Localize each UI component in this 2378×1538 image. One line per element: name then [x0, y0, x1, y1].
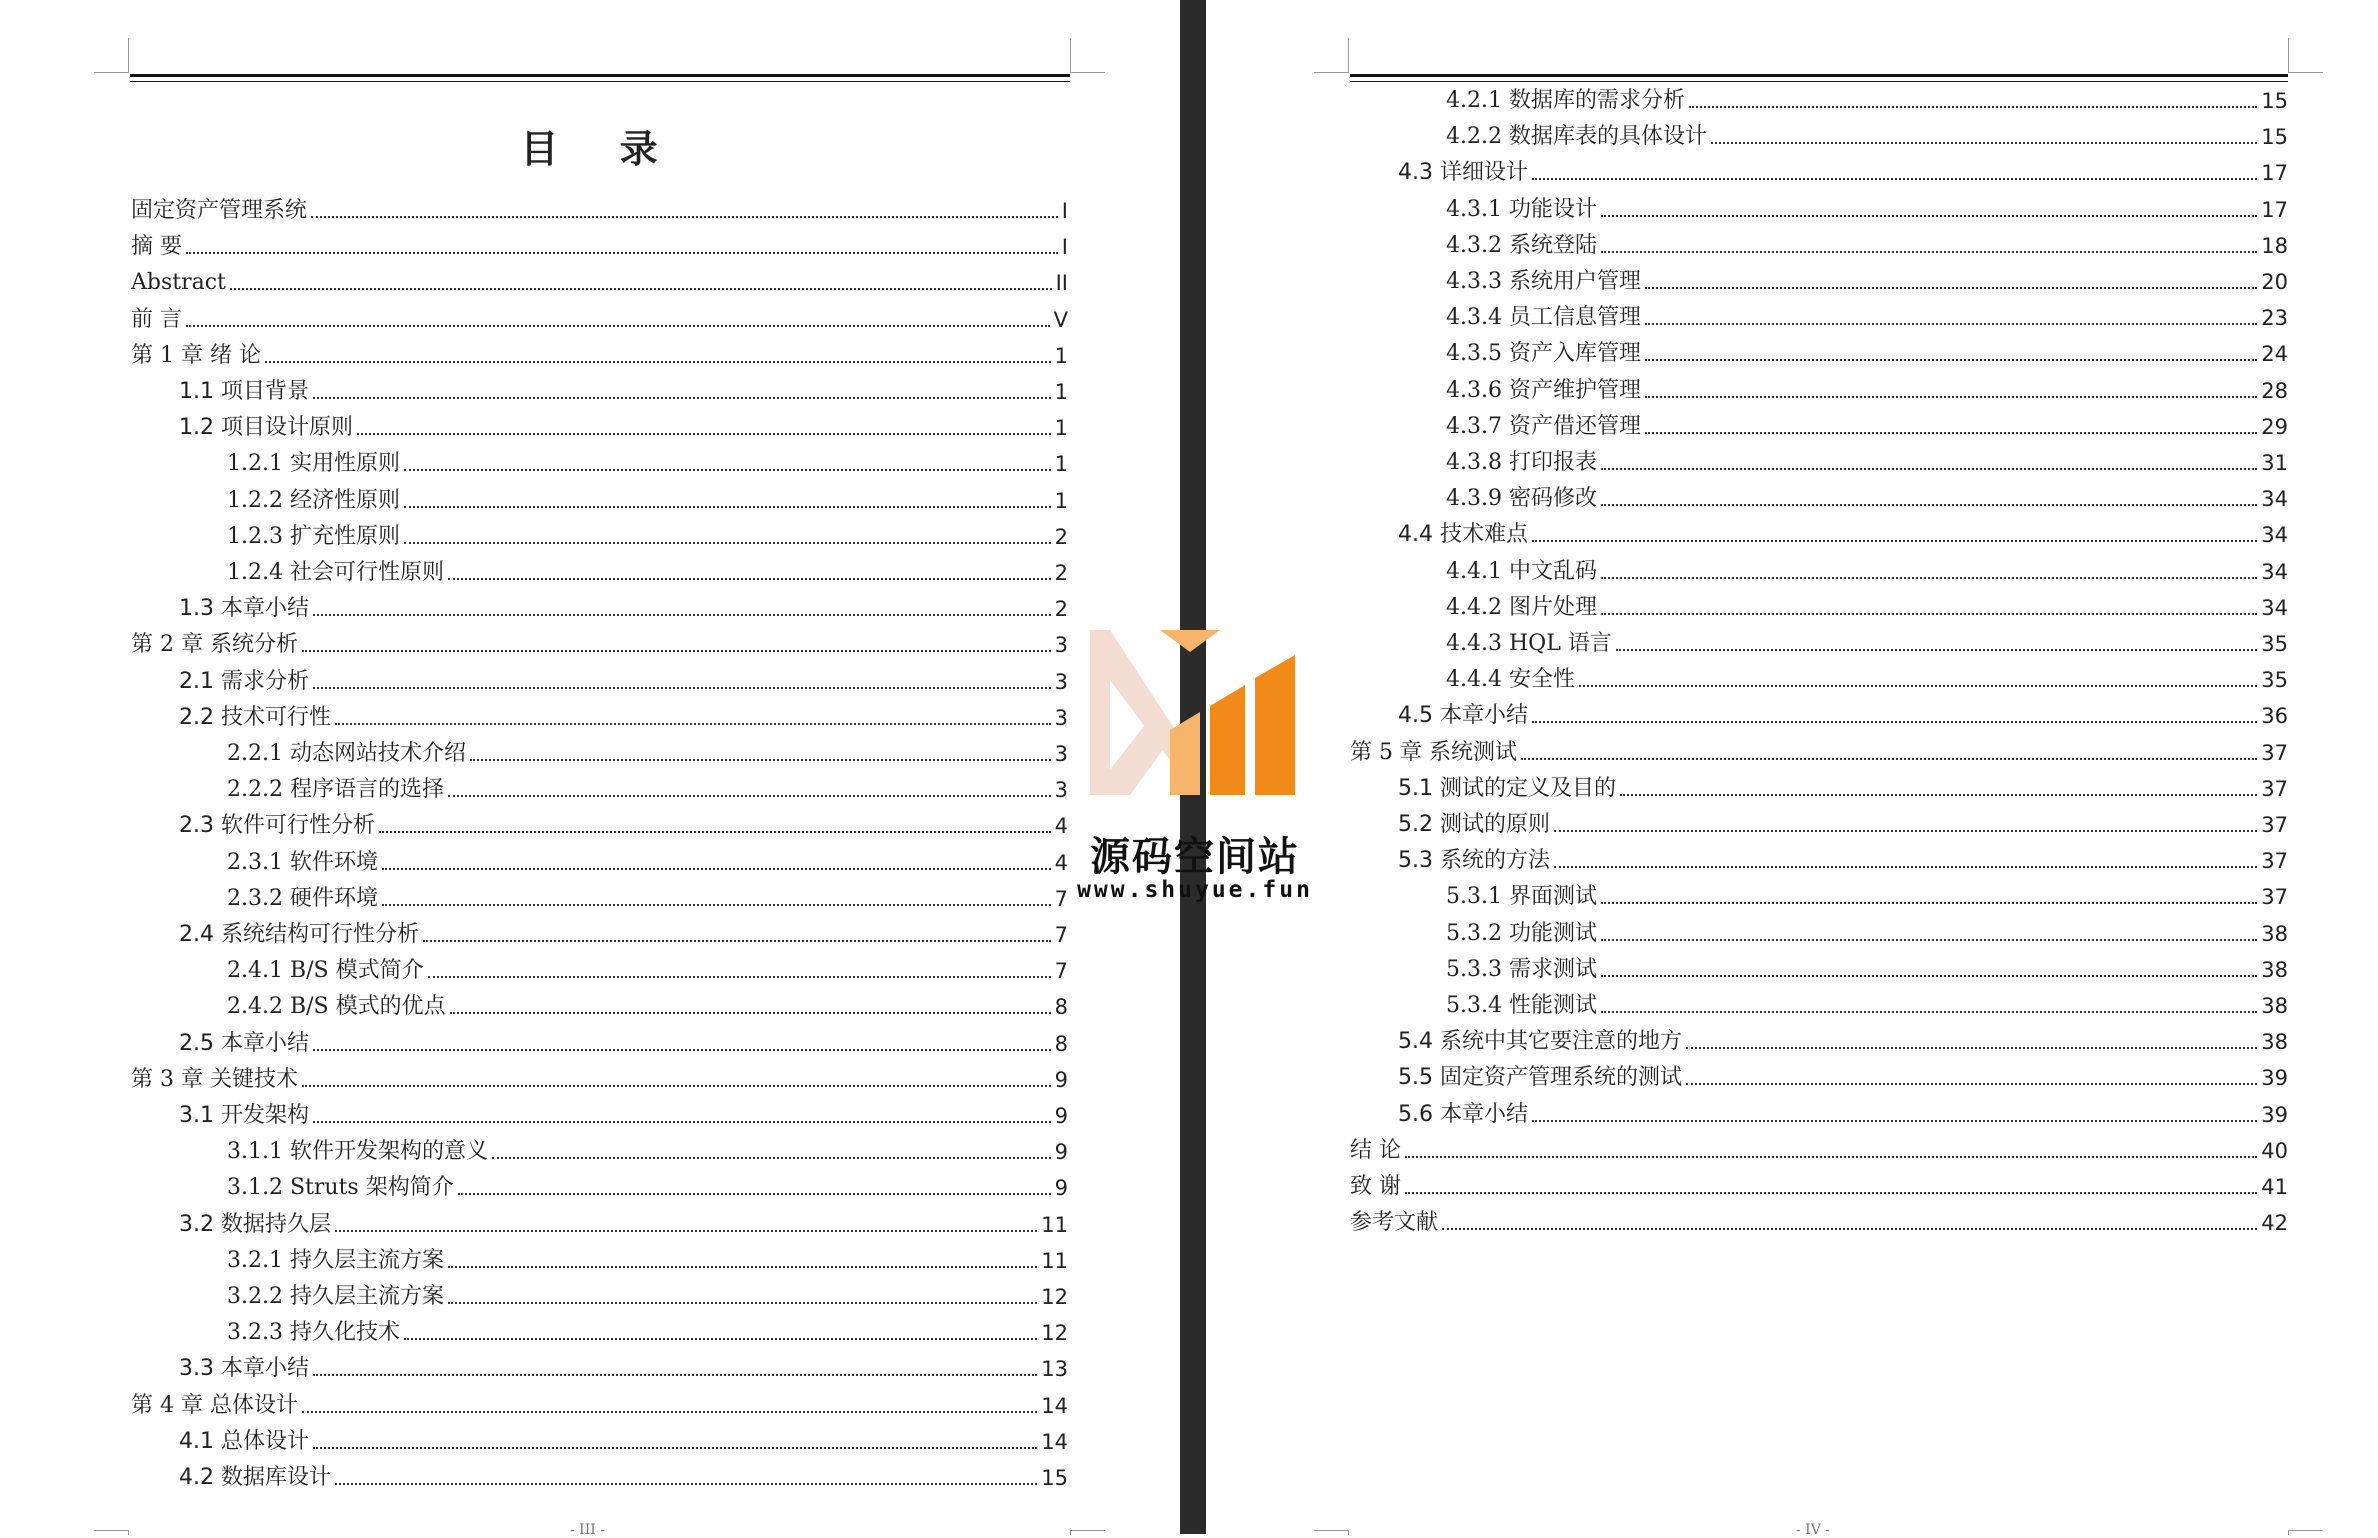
- dot-leader: [428, 976, 1051, 978]
- toc-entry-label: 4.3.7 资产借还管理: [1446, 413, 1641, 439]
- toc-entry-page: 39: [2261, 1066, 2288, 1091]
- toc-entry[interactable]: [1398, 701, 2288, 731]
- toc-entry-label: 3.2.2 持久层主流方案: [227, 1284, 444, 1309]
- toc-entry-page: 11: [1041, 1212, 1068, 1237]
- dot-leader: [265, 361, 1051, 363]
- toc-entry-page: 9: [1054, 1176, 1068, 1201]
- toc-entry-label: 2.4 系统结构可行性分析: [179, 922, 419, 947]
- toc-entry-page: 35: [2261, 668, 2288, 693]
- toc-entry-label: 参考文献: [1350, 1210, 1439, 1236]
- toc-entry-page: 29: [2261, 414, 2288, 439]
- toc-entry-page: 20: [2261, 270, 2288, 294]
- toc-entry-page: 3: [1054, 669, 1068, 694]
- dot-leader: [1601, 468, 2257, 470]
- toc-entry[interactable]: [1398, 1100, 2288, 1130]
- toc-entry[interactable]: [179, 1029, 1068, 1059]
- dot-leader: [1554, 830, 2257, 832]
- header-rule: [1350, 74, 2288, 82]
- dot-leader: [357, 433, 1051, 435]
- toc-entry[interactable]: [179, 920, 1068, 950]
- toc-entry[interactable]: [1446, 665, 2288, 695]
- toc-entry[interactable]: [131, 268, 1068, 298]
- toc-entry-page: I: [1061, 235, 1068, 260]
- toc-entry-label: 2.2.2 程序语言的选择: [227, 777, 444, 803]
- toc-entry[interactable]: [227, 848, 1068, 878]
- toc-entry-label: 5.5 固定资产管理系统的测试: [1398, 1065, 1682, 1091]
- toc-entry-page: 23: [2261, 306, 2288, 331]
- toc-entry-label: 4.2.2 数据库表的具体设计: [1446, 124, 1707, 150]
- dot-leader: [1532, 178, 2257, 180]
- toc-entry-label: 3.1 开发架构: [179, 1103, 309, 1128]
- toc-entry[interactable]: [179, 594, 1068, 624]
- dot-leader: [1645, 396, 2257, 398]
- toc-entry[interactable]: [1398, 1027, 2288, 1057]
- toc-entry[interactable]: [1446, 448, 2288, 478]
- dot-leader: [335, 1483, 1037, 1485]
- toc-entry-label: 1.2.3 扩充性原则: [227, 523, 400, 549]
- toc-entry-page: 1: [1054, 488, 1068, 513]
- toc-entry-page: 34: [2261, 559, 2288, 584]
- toc-entry-page: 37: [2261, 813, 2288, 837]
- toc-entry-label: 第 5 章 系统测试: [1350, 739, 1517, 765]
- toc-entry-page: 36: [2261, 704, 2288, 729]
- watermark-url: www.shuyue.fun: [1077, 877, 1313, 903]
- dot-leader: [448, 1266, 1037, 1268]
- dot-leader: [1711, 142, 2257, 144]
- dot-leader: [313, 1049, 1051, 1051]
- crop-mark: [1314, 38, 1349, 73]
- toc-entry[interactable]: [1446, 484, 2288, 514]
- toc-entry-page: 2: [1054, 597, 1068, 622]
- toc-entry-label: 1.2.1 实用性原则: [227, 451, 400, 477]
- toc-entry[interactable]: [227, 1318, 1068, 1348]
- dot-leader: [1601, 215, 2257, 217]
- dot-leader: [1405, 1156, 2257, 1158]
- toc-entry[interactable]: [1446, 376, 2288, 406]
- toc-entry-page: 13: [1041, 1357, 1068, 1382]
- toc-entry-page: 1: [1054, 380, 1068, 404]
- dot-leader: [458, 1193, 1051, 1195]
- toc-entry-label: 4.3.4 员工信息管理: [1446, 305, 1641, 331]
- toc-entry[interactable]: [179, 413, 1068, 443]
- toc-entry[interactable]: [1398, 810, 2288, 840]
- dot-leader: [1532, 1120, 2257, 1122]
- toc-entry-label: 5.6 本章小结: [1398, 1101, 1528, 1127]
- toc-entry-page: 1: [1054, 343, 1068, 368]
- toc-entry[interactable]: [227, 1282, 1068, 1312]
- toc-title-char: 录: [619, 127, 660, 171]
- toc-entry-label: 前 言: [131, 306, 182, 332]
- dot-leader: [470, 759, 1051, 761]
- toc-entry-page: 7: [1054, 959, 1068, 984]
- toc-entry-label: 5.3.2 功能测试: [1446, 920, 1597, 946]
- toc-entry-page: 42: [2261, 1211, 2288, 1236]
- toc-entry-page: 2: [1054, 561, 1068, 585]
- dot-leader: [186, 252, 1058, 254]
- toc-entry-label: 3.3 本章小结: [179, 1356, 309, 1382]
- dot-leader: [1601, 577, 2257, 579]
- toc-entry[interactable]: [1446, 557, 2288, 587]
- toc-entry-label: 5.4 系统中其它要注意的地方: [1398, 1029, 1682, 1055]
- toc-entry[interactable]: [131, 232, 1068, 262]
- toc-entry-label: 4.3.8 打印报表: [1446, 450, 1597, 475]
- dot-leader: [1645, 432, 2257, 434]
- dot-leader: [1601, 504, 2257, 506]
- dot-leader: [313, 614, 1051, 616]
- dot-leader: [1554, 866, 2257, 868]
- dot-leader: [313, 1121, 1051, 1123]
- toc-entry[interactable]: [1446, 919, 2288, 949]
- toc-entry[interactable]: [227, 1246, 1068, 1276]
- toc-entry-page: 15: [1041, 1466, 1068, 1490]
- toc-entry-page: 38: [2261, 957, 2288, 982]
- toc-entry-page: 4: [1054, 850, 1068, 875]
- dot-leader: [313, 397, 1051, 399]
- crop-mark: [2288, 38, 2323, 73]
- toc-entry-page: II: [1055, 271, 1068, 296]
- toc-entry-page: 18: [2261, 233, 2288, 258]
- toc-entry[interactable]: [227, 1173, 1068, 1203]
- dot-leader: [1645, 287, 2257, 289]
- toc-entry[interactable]: [131, 1065, 1068, 1095]
- logo-mark-icon: [1075, 620, 1315, 820]
- dot-leader: [335, 1230, 1037, 1232]
- toc-title: [0, 118, 1180, 173]
- toc-entry-label: 4.5 本章小结: [1398, 703, 1528, 729]
- dot-leader: [423, 940, 1051, 942]
- toc-entry-page: 34: [2261, 595, 2288, 620]
- dot-leader: [1601, 902, 2257, 904]
- dot-leader: [1601, 975, 2257, 977]
- toc-entry-label: 第 4 章 总体设计: [131, 1392, 298, 1418]
- toc-entry-label: 4.2 数据库设计: [179, 1465, 331, 1490]
- dot-leader: [1645, 359, 2257, 361]
- toc-entry-label: Abstract: [131, 270, 226, 296]
- toc-entry-label: 2.3.1 软件环境: [227, 849, 378, 875]
- toc-entry-label: 1.2 项目设计原则: [179, 415, 353, 441]
- toc-entry[interactable]: [1446, 231, 2288, 261]
- toc-entry-page: 9: [1054, 1067, 1068, 1092]
- crop-mark: [94, 38, 129, 73]
- toc-entry[interactable]: [1446, 267, 2288, 297]
- toc-entry-page: 3: [1054, 778, 1068, 803]
- toc-entry-label: 5.3 系统的方法: [1398, 848, 1550, 874]
- page-footer: - IV -: [1796, 1522, 1831, 1538]
- dot-leader: [1442, 1228, 2257, 1230]
- dot-leader: [186, 325, 1050, 327]
- toc-entry-label: 2.2.1 动态网站技术介绍: [227, 741, 466, 766]
- toc-entry[interactable]: [227, 775, 1068, 805]
- toc-entry-label: 1.2.4 社会可行性原则: [227, 560, 444, 585]
- crop-mark: [2288, 1530, 2323, 1535]
- toc-entry[interactable]: [1446, 593, 2288, 623]
- toc-entry-label: 1.1 项目背景: [179, 379, 309, 404]
- toc-entry[interactable]: [227, 522, 1068, 552]
- dot-leader: [1689, 106, 2257, 108]
- dot-leader: [1579, 685, 2257, 687]
- toc-entry-page: 3: [1054, 705, 1068, 730]
- dot-leader: [382, 904, 1051, 906]
- toc-entry-label: 1.3 本章小结: [179, 596, 309, 622]
- toc-title-char: 目: [520, 127, 561, 171]
- dot-leader: [1405, 1192, 2257, 1194]
- toc-entry[interactable]: [1398, 846, 2288, 876]
- toc-entry-page: 28: [2261, 378, 2288, 403]
- toc-entry-label: 第 2 章 系统分析: [131, 632, 298, 658]
- dot-leader: [448, 1302, 1037, 1304]
- dot-leader: [404, 506, 1051, 508]
- toc-entry-label: 3.2.1 持久层主流方案: [227, 1247, 444, 1273]
- toc-entry-page: 17: [2261, 161, 2288, 186]
- dot-leader: [1601, 613, 2257, 615]
- toc-entry-page: 7: [1054, 886, 1068, 911]
- toc-entry[interactable]: [131, 305, 1068, 335]
- crop-mark: [94, 1530, 129, 1535]
- toc-entry[interactable]: [131, 196, 1068, 226]
- dot-leader: [230, 288, 1052, 290]
- toc-entry[interactable]: [1398, 774, 2288, 804]
- toc-entry[interactable]: [227, 992, 1068, 1022]
- toc-entry-label: 5.3.1 界面测试: [1446, 884, 1597, 910]
- toc-entry-label: 3.2 数据持久层: [179, 1211, 331, 1237]
- toc-entry[interactable]: [1446, 412, 2288, 442]
- toc-entry-label: 4.3.5 资产入库管理: [1446, 341, 1641, 367]
- toc-entry-page: 34: [2261, 487, 2288, 512]
- toc-entry[interactable]: [1350, 1136, 2288, 1166]
- toc-entry-page: 1: [1054, 452, 1068, 477]
- toc-entry[interactable]: [179, 1463, 1068, 1493]
- toc-entry[interactable]: [1446, 882, 2288, 912]
- left-page: [0, 0, 1180, 1538]
- header-rule: [130, 74, 1070, 82]
- toc-entry-page: V: [1053, 307, 1068, 332]
- toc-entry-page: 3: [1054, 633, 1068, 658]
- toc-entry-page: 8: [1054, 1031, 1068, 1056]
- toc-entry-label: 摘 要: [131, 234, 182, 260]
- toc-entry[interactable]: [1446, 303, 2288, 333]
- toc-entry[interactable]: [227, 486, 1068, 516]
- toc-entry-label: 2.4.1 B/S 模式简介: [227, 958, 424, 984]
- toc-entry-label: 4.4.2 图片处理: [1446, 594, 1597, 620]
- toc-entry-label: 4.3.1 功能设计: [1446, 196, 1597, 222]
- toc-entry[interactable]: [1446, 991, 2288, 1021]
- toc-entry-page: 11: [1041, 1248, 1068, 1273]
- crop-mark: [1314, 1530, 1349, 1535]
- toc-entry[interactable]: [227, 884, 1068, 914]
- toc-entry-page: 3: [1054, 742, 1068, 766]
- dot-leader: [448, 578, 1051, 580]
- toc-entry-page: I: [1061, 199, 1068, 223]
- toc-entry-label: 4.3.3 系统用户管理: [1446, 269, 1641, 294]
- toc-entry[interactable]: [1398, 158, 2288, 188]
- toc-entry[interactable]: [179, 377, 1068, 407]
- toc-entry-label: 2.3.2 硬件环境: [227, 885, 378, 911]
- crop-mark: [1070, 38, 1105, 73]
- toc-entry[interactable]: [227, 449, 1068, 479]
- toc-entry-label: 4.4.4 安全性: [1446, 667, 1575, 693]
- toc-entry-label: 2.2 技术可行性: [179, 704, 331, 730]
- toc-entry-page: 37: [2261, 740, 2288, 765]
- right-page: [1206, 0, 2378, 1538]
- toc-entry-label: 3.1.1 软件开发架构的意义: [227, 1139, 488, 1165]
- toc-entry[interactable]: [179, 667, 1068, 697]
- toc-entry[interactable]: [1446, 86, 2288, 116]
- dot-leader: [1601, 251, 2257, 253]
- toc-entry-page: 38: [2261, 1030, 2288, 1055]
- toc-entry-label: 5.3.3 需求测试: [1446, 956, 1597, 982]
- toc-entry-label: 2.5 本章小结: [179, 1030, 309, 1056]
- toc-entry-label: 5.3.4 性能测试: [1446, 993, 1597, 1018]
- toc-entry[interactable]: [1398, 520, 2288, 550]
- toc-entry-page: 37: [2261, 849, 2288, 874]
- toc-entry-label: 4.3.9 密码修改: [1446, 486, 1597, 512]
- toc-entry-label: 2.4.2 B/S 模式的优点: [227, 994, 446, 1020]
- toc-entry-page: 41: [2261, 1175, 2288, 1199]
- toc-entry-page: 38: [2261, 921, 2288, 946]
- dot-leader: [1616, 649, 2257, 651]
- toc-entry-page: 34: [2261, 523, 2288, 548]
- dot-leader: [379, 831, 1051, 833]
- dot-leader: [1601, 939, 2257, 941]
- toc-entry-label: 4.2.1 数据库的需求分析: [1446, 88, 1685, 113]
- dot-leader: [313, 1374, 1037, 1376]
- toc-entry[interactable]: [179, 1101, 1068, 1131]
- toc-entry-label: 4.3 详细设计: [1398, 160, 1528, 186]
- dot-leader: [450, 1012, 1051, 1014]
- dot-leader: [1601, 1011, 2257, 1013]
- dot-leader: [1532, 540, 2257, 542]
- dot-leader: [448, 795, 1051, 797]
- toc-entry-label: 4.4.1 中文乱码: [1446, 558, 1597, 584]
- toc-entry-label: 致 谢: [1350, 1174, 1401, 1199]
- dot-leader: [382, 868, 1051, 870]
- toc-entry[interactable]: [1350, 738, 2288, 768]
- toc-entry-label: 结 论: [1350, 1137, 1401, 1163]
- toc-entry-page: 4: [1054, 814, 1068, 839]
- toc-entry-page: 14: [1041, 1429, 1068, 1454]
- toc-entry[interactable]: [131, 1391, 1068, 1421]
- page-footer: - III -: [570, 1522, 605, 1538]
- toc-entry-page: 40: [2261, 1138, 2288, 1163]
- toc-entry[interactable]: [1446, 195, 2288, 225]
- toc-entry[interactable]: [227, 558, 1068, 588]
- toc-entry-page: 24: [2261, 342, 2288, 367]
- toc-entry-page: 38: [2261, 994, 2288, 1018]
- toc-entry-page: 14: [1041, 1393, 1068, 1418]
- toc-entry[interactable]: [179, 703, 1068, 733]
- toc-entry-label: 1.2.2 经济性原则: [227, 487, 400, 513]
- toc-entry-label: 3.1.2 Struts 架构简介: [227, 1175, 454, 1201]
- dot-leader: [404, 469, 1051, 471]
- dot-leader: [1521, 758, 2257, 760]
- toc-entry[interactable]: [1446, 339, 2288, 369]
- toc-entry[interactable]: [179, 1354, 1068, 1384]
- toc-entry-label: 4.3.2 系统登陆: [1446, 232, 1597, 258]
- toc-entry-page: 39: [2261, 1102, 2288, 1127]
- toc-entry[interactable]: [179, 1210, 1068, 1240]
- toc-entry-page: 9: [1054, 1140, 1068, 1165]
- toc-entry[interactable]: [1350, 1172, 2288, 1202]
- toc-entry[interactable]: [131, 630, 1068, 660]
- crop-mark: [1070, 1530, 1105, 1535]
- toc-entry-page: 7: [1054, 923, 1068, 947]
- toc-entry-label: 4.1 总体设计: [179, 1428, 309, 1454]
- toc-entry-label: 2.3 软件可行性分析: [179, 813, 375, 839]
- toc-entry-page: 15: [2261, 125, 2288, 150]
- dot-leader: [313, 1447, 1037, 1449]
- toc-entry-label: 第 3 章 关键技术: [131, 1066, 298, 1092]
- dot-leader: [335, 723, 1051, 725]
- toc-entry[interactable]: [179, 1427, 1068, 1457]
- toc-entry-label: 2.1 需求分析: [179, 668, 309, 694]
- toc-entry[interactable]: [227, 739, 1068, 769]
- toc-entry-page: 37: [2261, 776, 2288, 801]
- toc-entry-label: 固定资产管理系统: [131, 198, 308, 223]
- toc-entry-label: 5.2 测试的原则: [1398, 812, 1550, 837]
- toc-entry-label: 第 1 章 绪 论: [131, 342, 261, 368]
- dot-leader: [1532, 721, 2257, 723]
- toc-entry-page: 12: [1041, 1321, 1068, 1346]
- watermark-name: 源码空间站: [1090, 834, 1300, 880]
- toc-entry-page: 35: [2261, 632, 2288, 656]
- toc-entry-page: 1: [1054, 416, 1068, 441]
- toc-entry-label: 5.1 测试的定义及目的: [1398, 775, 1616, 801]
- toc-entry[interactable]: [1350, 1208, 2288, 1238]
- dot-leader: [1620, 794, 2257, 796]
- dot-leader: [1686, 1083, 2257, 1085]
- dot-leader: [302, 1085, 1051, 1087]
- toc-entry[interactable]: [227, 1137, 1068, 1167]
- watermark-logo: [1075, 620, 1315, 910]
- toc-entry-label: 3.2.3 持久化技术: [227, 1320, 400, 1346]
- dot-leader: [404, 542, 1051, 544]
- toc-entry[interactable]: [1398, 1063, 2288, 1093]
- dot-leader: [404, 1338, 1037, 1340]
- toc-entry-page: 15: [2261, 89, 2288, 113]
- toc-entry-page: 12: [1041, 1285, 1068, 1309]
- toc-entry[interactable]: [131, 341, 1068, 371]
- toc-entry-label: 4.4.3 HQL 语言: [1446, 631, 1612, 656]
- dot-leader: [311, 216, 1058, 218]
- dot-leader: [1686, 1047, 2257, 1049]
- toc-entry-page: 31: [2261, 451, 2288, 475]
- toc-entry-page: 37: [2261, 885, 2288, 910]
- toc-entry[interactable]: [1446, 955, 2288, 985]
- toc-entry-page: 17: [2261, 197, 2288, 222]
- dot-leader: [492, 1157, 1051, 1159]
- toc-entry-page: 8: [1054, 995, 1068, 1020]
- toc-entry-page: 9: [1054, 1104, 1068, 1128]
- dot-leader: [302, 1411, 1037, 1413]
- dot-leader: [302, 650, 1051, 652]
- toc-entry[interactable]: [179, 811, 1068, 841]
- toc-entry-label: 4.3.6 资产维护管理: [1446, 377, 1641, 403]
- toc-entry-page: 2: [1054, 524, 1068, 549]
- dot-leader: [1645, 323, 2257, 325]
- toc-entry[interactable]: [1446, 122, 2288, 152]
- dot-leader: [313, 687, 1051, 689]
- toc-entry-label: 4.4 技术难点: [1398, 522, 1528, 548]
- toc-entry[interactable]: [1446, 629, 2288, 659]
- toc-entry[interactable]: [227, 956, 1068, 986]
